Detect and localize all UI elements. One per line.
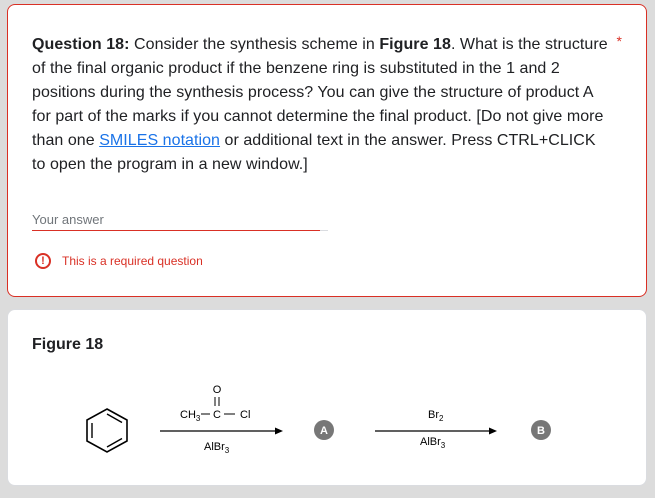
catalyst-1-label: AlBr$_3$ bbox=[204, 441, 230, 455]
product-a-badge bbox=[314, 420, 334, 440]
answer-underline bbox=[320, 230, 328, 231]
error-text: This is a required question bbox=[62, 254, 203, 268]
product-b-badge bbox=[531, 420, 551, 440]
error-icon: ! bbox=[35, 253, 51, 269]
catalyst-2-label: AlBr$_3$ bbox=[420, 436, 446, 450]
question-text-part: Consider the synthesis scheme in bbox=[129, 36, 380, 53]
answer-input[interactable] bbox=[32, 208, 326, 231]
smiles-notation-link[interactable]: SMILES notation bbox=[99, 132, 221, 149]
figure-card bbox=[7, 309, 647, 486]
required-asterisk: * bbox=[616, 33, 622, 49]
question-text bbox=[32, 33, 612, 177]
error-message-row bbox=[35, 251, 203, 271]
reaction-arrow-2 bbox=[375, 428, 497, 435]
methyl-label: $CH_3$ bbox=[180, 409, 201, 423]
figure-title: Figure 18 bbox=[32, 336, 104, 353]
carbon-label: C bbox=[213, 409, 221, 421]
reaction-arrow-1 bbox=[160, 428, 283, 435]
bromine-reagent-label: $Br_2$ bbox=[428, 409, 444, 423]
question-card bbox=[7, 4, 647, 297]
chlorine-label: Cl bbox=[240, 409, 251, 421]
benzene-ring bbox=[87, 409, 127, 452]
synthesis-scheme bbox=[8, 310, 646, 485]
figure-reference: Figure 18 bbox=[379, 36, 451, 53]
acetyl-chloride-reagent bbox=[180, 384, 250, 423]
svg-text:B: B bbox=[537, 425, 545, 437]
svg-text:A: A bbox=[320, 425, 328, 437]
question-label: Question 18: bbox=[32, 36, 130, 53]
oxygen-label: O bbox=[212, 384, 222, 396]
question-text-part: . What is the structure of the final organic product if the benzene ring is substituted in the 1 and 2 positions during the synthesis process? You can give the structure of product A for part of the marks if you cannot determine the final product. [Do not give more than one bbox=[32, 36, 608, 149]
question-text-part: or additional text in the answer. Press CTRL+CLICK to open the program in a new window.] bbox=[32, 132, 596, 173]
